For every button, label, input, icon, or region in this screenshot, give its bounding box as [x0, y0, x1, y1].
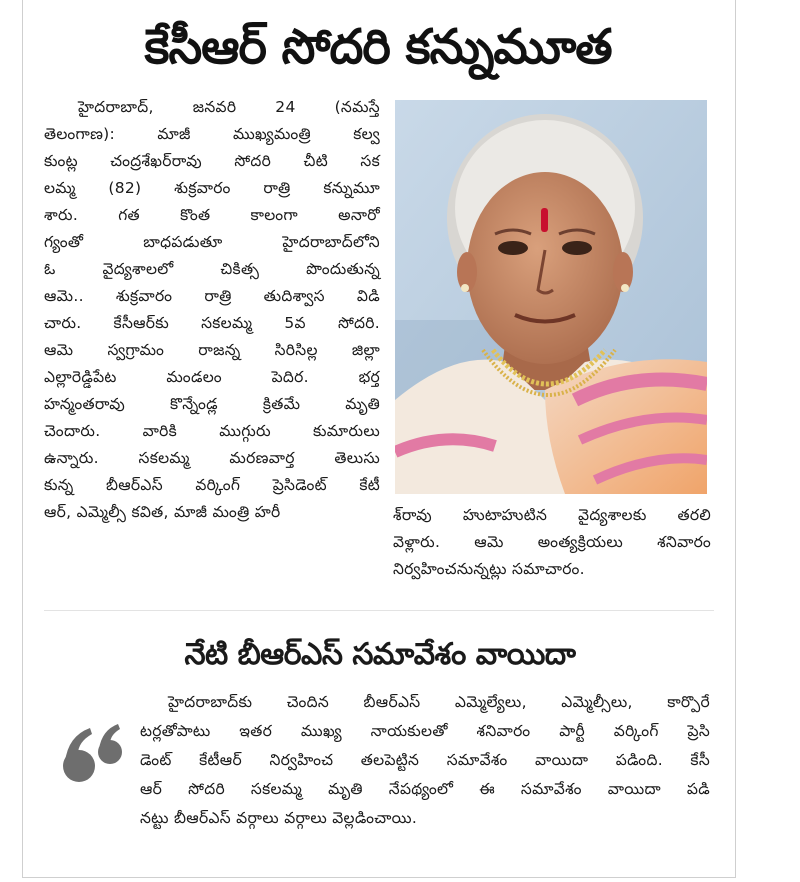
sub-article-body [140, 688, 710, 833]
body-line: ఆమె స్వగ్రామం రాజన్న సిరిసిల్ల జిల్లా [44, 341, 380, 359]
body-line: హన్మంతరావు కొన్నేండ్ల క్రితమే మృతి [44, 395, 380, 413]
article-headline: కేసీఆర్ సోదరి కన్నుమూత [144, 19, 612, 75]
body-line: ఓ వైద్యశాలలో చికిత్స పొందుతున్న [44, 260, 380, 278]
body-line: శ్‌రావు హుటాహుటిన వైద్యశాలకు తరలి [393, 506, 711, 524]
body-line: ఉన్నారు. సకలమ్మ మరణవార్త తెలుసు [44, 449, 380, 467]
body-line: ఆర్ సోదరి సకలమ్మ మృతి నేపథ్యంలో ఈ సమావేశం వాయిదా పడి [140, 780, 710, 798]
body-line: నట్టు బీఆర్‌ఎస్ వర్గాలు వర్గాలు వెల్లడించాయి. [140, 809, 418, 827]
portrait-illustration [395, 100, 707, 494]
body-line: తెలంగాణ): మాజీ ముఖ్యమంత్రి కల్వ [44, 125, 380, 143]
article-body-right [393, 502, 711, 583]
body-line: ఎల్లారెడ్డిపేట మండలం పెదిర. భర్త [44, 368, 380, 386]
body-line: ఆర్, ఎమ్మెల్సీ కవిత, మాజీ మంత్రి హరీ [44, 503, 281, 521]
body-line: హైదరాబాద్‌కు చెందిన బీఆర్‌ఎస్ ఎమ్మెల్యేలు, ఎమ్మెల్సీలు, కార్పొరే [168, 693, 710, 711]
body-line: డెంట్ కేటీఆర్ నిర్వహించ తలపెట్టిన సమావేశం వాయిదా పడింది. కేసీ [140, 751, 710, 769]
body-line: చెందారు. వారికి ముగ్గురు కుమారులు [44, 422, 380, 440]
portrait-photo [395, 100, 707, 494]
body-line: కుంట్ల చంద్రశేఖర్‌రావు సోదరి చీటి సక [44, 152, 380, 170]
body-line: ఆమె.. శుక్రవారం రాత్రి తుదిశ్వాస విడి [44, 287, 380, 305]
body-line: లమ్మ (82) శుక్రవారం రాత్రి కన్నుమూ [44, 179, 380, 197]
body-line: చారు. కేసీఆర్‌కు సకలమ్మ 5వ సోదరి. [44, 314, 380, 332]
body-line: టర్లతోపాటు ఇతర ముఖ్య నాయకులతో శనివారం పార్టీ వర్కింగ్ ప్రెసి [140, 722, 710, 740]
body-line: శారు. గత కొంత కాలంగా అనారో [44, 206, 380, 224]
quote-mark-icon [62, 720, 128, 790]
body-line: కున్న బీఆర్‌ఎస్ వర్కింగ్ ప్రెసిడెంట్ కేటీ [44, 476, 380, 494]
body-line: గ్యంతో బాధపడుతూ హైదరాబాద్‌లోని [44, 233, 380, 251]
body-line: వెళ్లారు. ఆమె అంత్యక్రియలు శనివారం [393, 533, 711, 551]
sub-article-headline: నేటి బీఆర్‌ఎస్ సమావేశం వాయిదా [184, 637, 576, 672]
body-line: నిర్వహించనున్నట్లు సమాచారం. [393, 560, 585, 578]
article-body-left [44, 94, 380, 526]
body-line: హైదరాబాద్, జనవరి 24 (నమస్తే [78, 98, 380, 116]
section-divider [44, 610, 714, 611]
